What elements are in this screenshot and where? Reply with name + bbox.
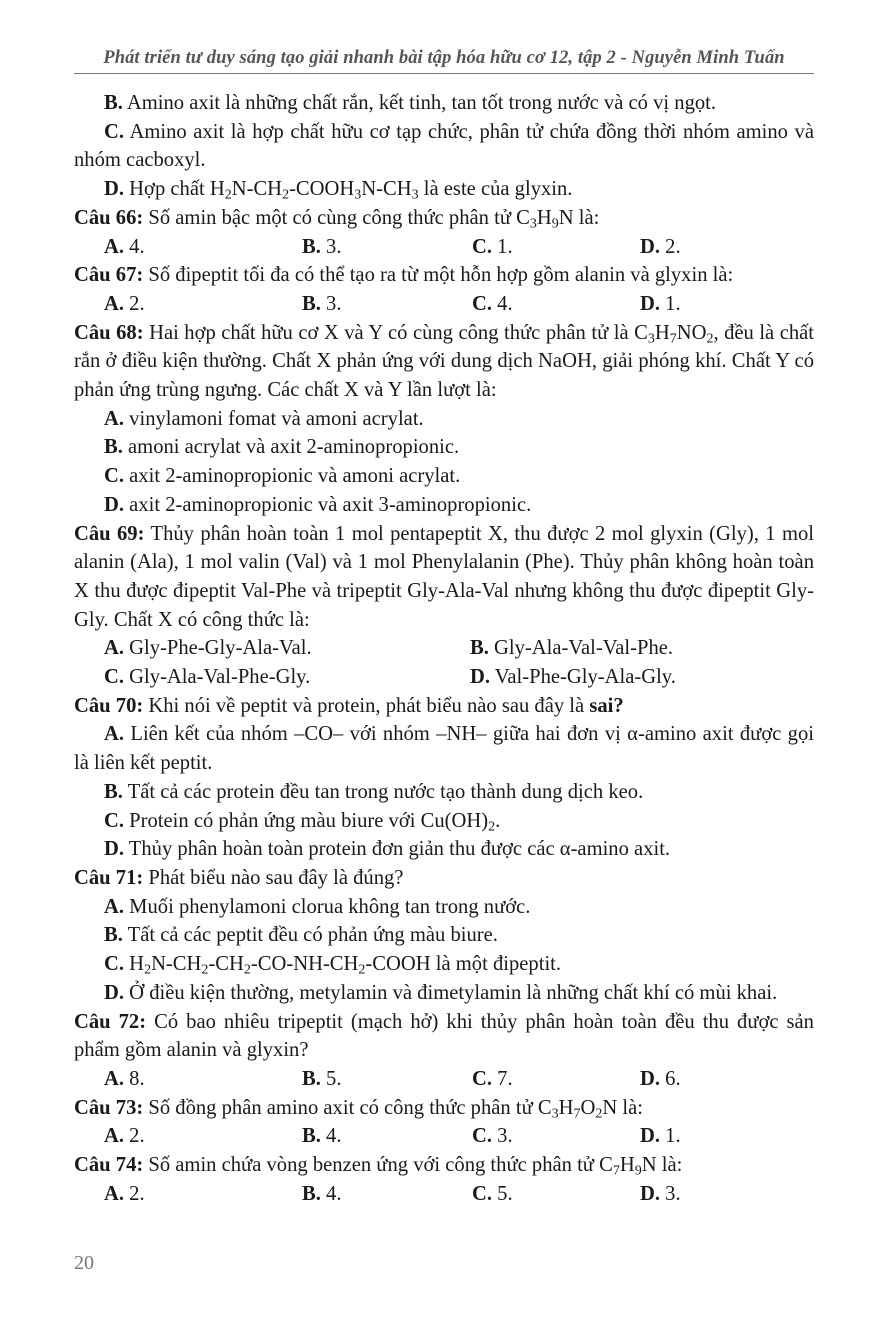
option-label: A. — [104, 637, 125, 660]
option-label: D. — [470, 666, 491, 689]
option-label: B. — [104, 924, 123, 947]
option-text: -CH — [208, 953, 244, 976]
option-c — [472, 1122, 640, 1151]
option-c — [74, 663, 470, 692]
question-text: Số amin bậc một có cùng công thức phân tử C — [143, 206, 530, 229]
option-label: A. — [104, 407, 125, 430]
options-67 — [74, 290, 814, 319]
option-label: B. — [302, 1125, 321, 1148]
subscript: 2 — [488, 819, 496, 835]
option-b — [470, 634, 673, 663]
option-text: 2. — [124, 1182, 145, 1205]
subscript: 3 — [354, 187, 362, 203]
option-text: Liên kết của nhóm –CO– với nhóm –NH– giữa hai đơn vị α-amino axit được gọi là liên kết peptit. — [74, 723, 814, 775]
option-b — [302, 1122, 472, 1151]
subscript: 3 — [529, 216, 537, 232]
question-text: , đều là chất rắn ở điều kiện thường. Chất X phản ứng với dung dịch NaOH, giải phóng khí. Chất Y có phản ứng trùng ngưng. Các chất X và Y lần lượt là: — [74, 321, 814, 402]
question-text: O — [580, 1096, 596, 1119]
question-text: Phát biểu nào sau đây là đúng? — [143, 866, 404, 889]
option-text: Val-Phe-Gly-Ala-Gly. — [490, 666, 676, 689]
options-72 — [74, 1065, 814, 1094]
subscript: 2 — [224, 187, 232, 203]
question-emphasis: sai? — [589, 694, 624, 717]
question-70 — [74, 692, 814, 721]
question-text: Số đipeptit tối đa có thể tạo ra từ một hỗn hợp gồm alanin và glyxin là: — [143, 264, 734, 287]
question-73 — [74, 1094, 814, 1123]
option-text: Gly-Ala-Val-Val-Phe. — [488, 637, 674, 660]
option-c — [472, 1180, 640, 1209]
question-text: H — [558, 1096, 574, 1119]
option-text: 3. — [320, 235, 342, 258]
option-a — [74, 233, 302, 262]
subscript: 2 — [595, 1106, 603, 1122]
option-label: C. — [472, 1125, 493, 1148]
option-label: B. — [104, 780, 123, 803]
option-text: Tất cả các peptit đều có phản ứng màu biure. — [122, 924, 498, 947]
question-text: N là: — [558, 206, 600, 229]
option-d — [74, 491, 814, 520]
option-text: Amino axit là hợp chất hữu cơ tạp chức, phân tử chứa đồng thời nhóm amino và nhóm cacboxyl. — [74, 120, 814, 172]
subscript: 7 — [573, 1106, 581, 1122]
option-d — [640, 233, 838, 262]
option-label: D. — [640, 292, 661, 315]
option-text: 1. — [660, 292, 681, 315]
question-text: N là: — [602, 1096, 643, 1119]
option-text: 3. — [320, 292, 342, 315]
question-text: Số amin chứa vòng benzen ứng với công thức phân tử C — [143, 1154, 613, 1177]
subscript: 2 — [201, 962, 209, 978]
option-d — [640, 1065, 838, 1094]
option-label: A. — [104, 1125, 125, 1148]
option-text: 3. — [492, 1125, 513, 1148]
option-text: 3. — [660, 1182, 681, 1205]
subscript: 7 — [669, 331, 677, 347]
option-b — [302, 290, 472, 319]
option-label: C. — [104, 953, 125, 976]
question-68 — [74, 319, 814, 405]
option-a — [74, 634, 470, 663]
option-d — [640, 290, 838, 319]
option-text: 6. — [660, 1067, 681, 1090]
question-label: Câu 71: — [74, 866, 144, 889]
option-text: axit 2-aminopropionic và amoni acrylat. — [124, 465, 461, 488]
options-73 — [74, 1122, 814, 1151]
question-72 — [74, 1008, 814, 1065]
question-66 — [74, 204, 814, 233]
option-d — [640, 1122, 838, 1151]
option-text: Protein có phản ứng màu biure với Cu(OH) — [124, 809, 489, 832]
option-b — [302, 1065, 472, 1094]
option-text: Thủy phân hoàn toàn protein đơn giản thu được các α-amino axit. — [124, 838, 671, 861]
option-label: A. — [104, 1182, 125, 1205]
question-label: Câu 72: — [74, 1010, 147, 1033]
option-c — [472, 1065, 640, 1094]
question-label: Câu 69: — [74, 522, 145, 545]
option-text: Hợp chất H — [124, 178, 225, 201]
option-label: A. — [104, 723, 125, 746]
question-text: H — [654, 321, 670, 344]
option-a — [74, 1180, 302, 1209]
question-67 — [74, 261, 814, 290]
option-text: là este của glyxin. — [418, 178, 573, 201]
header-divider — [74, 73, 814, 74]
option-label: B. — [104, 436, 123, 459]
question-label: Câu 74: — [74, 1154, 144, 1177]
question-label: Câu 70: — [74, 694, 144, 717]
option-text: Ở điều kiện thường, metylamin và đimetylamin là những chất khí có mùi khai. — [124, 981, 778, 1004]
option-text: 1. — [660, 1125, 681, 1148]
option-text: 5. — [492, 1182, 513, 1205]
option-b — [74, 433, 814, 462]
question-text: Số đồng phân amino axit có công thức phân tử C — [143, 1096, 552, 1119]
option-text: . — [495, 809, 501, 832]
options-66 — [74, 233, 814, 262]
option-label: C. — [472, 235, 493, 258]
option-text: 2. — [124, 292, 145, 315]
question-69 — [74, 520, 814, 635]
option-label: B. — [104, 92, 123, 114]
option-label: B. — [302, 292, 321, 315]
option-text: Tất cả các protein đều tan trong nước tạo thành dung dịch keo. — [122, 780, 644, 803]
option-label: A. — [104, 895, 125, 918]
option-label: C. — [472, 292, 493, 315]
option-label: D. — [104, 981, 125, 1004]
subscript: 2 — [358, 962, 366, 978]
page-number: 20 — [74, 1252, 94, 1274]
options-74 — [74, 1180, 814, 1209]
subscript: 2 — [706, 331, 714, 347]
question-71 — [74, 864, 814, 893]
question-label: Câu 66: — [74, 206, 144, 229]
option-text: 5. — [320, 1067, 342, 1090]
question-label: Câu 67: — [74, 264, 144, 287]
option-text: -COOH là một đipeptit. — [365, 953, 562, 976]
option-b — [74, 921, 814, 950]
option-label: A. — [104, 235, 125, 258]
option-text: 4. — [492, 292, 513, 315]
option-b — [302, 233, 472, 262]
option-a — [74, 405, 814, 434]
option-label: D. — [104, 838, 125, 861]
question-label: Câu 68: — [74, 321, 144, 344]
option-text: N-CH — [151, 953, 202, 976]
option-c — [74, 950, 814, 979]
option-text: Gly-Phe-Gly-Ala-Val. — [124, 637, 312, 660]
option-text: 4. — [320, 1182, 342, 1205]
option-d — [74, 835, 814, 864]
option-a — [74, 893, 814, 922]
question-label: Câu 73: — [74, 1096, 144, 1119]
option-d — [74, 979, 814, 1008]
option-label: C. — [472, 1067, 493, 1090]
option-label: C. — [472, 1182, 493, 1205]
subscript: 3 — [647, 331, 655, 347]
option-a — [74, 1065, 302, 1094]
option-b — [302, 1180, 472, 1209]
subscript: 3 — [551, 1106, 559, 1122]
option-c — [74, 807, 814, 836]
subscript: 7 — [612, 1163, 620, 1179]
option-text: vinylamoni fomat và amoni acrylat. — [124, 407, 424, 430]
option-label: D. — [640, 1125, 661, 1148]
option-label: B. — [302, 235, 321, 258]
subscript: 2 — [282, 187, 290, 203]
option-text: Amino axit là những chất rắn, kết tinh, tan tốt trong nước và có vị ngọt. — [122, 92, 717, 114]
option-label: C. — [104, 666, 125, 689]
question-text: Thủy phân hoàn toàn 1 mol pentapeptit X, thu được 2 mol glyxin (Gly), 1 mol alanin (Ala), 1 mol valin (Val) và 1 mol Phenylalanin (Phe). Thủy phân không hoàn toàn X thu được đipeptit Val-Phe và tripeptit Gly-Ala-Val nhưng không thu được đipeptit Gly-Gly. Chất X có công thức là: — [74, 522, 814, 631]
option-text: 4. — [124, 235, 145, 258]
option-text: 7. — [492, 1067, 513, 1090]
subscript: 2 — [243, 962, 251, 978]
option-label: A. — [104, 1067, 125, 1090]
subscript: 3 — [411, 187, 419, 203]
option-d — [640, 1180, 838, 1209]
page-content — [74, 89, 814, 1208]
option-text: N-CH — [361, 178, 412, 201]
option-text: axit 2-aminopropionic và axit 3-aminopropionic. — [124, 493, 532, 516]
option-label: D. — [104, 178, 125, 201]
option-c — [472, 233, 640, 262]
option-text: Gly-Ala-Val-Phe-Gly. — [124, 666, 311, 689]
option-text: 4. — [320, 1125, 342, 1148]
option-text: -CO-NH-CH — [250, 953, 359, 976]
option-label: B. — [302, 1182, 321, 1205]
option-text: 2. — [124, 1125, 145, 1148]
question-text: Có bao nhiêu tripeptit (mạch hở) khi thủy phân hoàn toàn đều thu được sản phẩm gồm alanin và glyxin? — [74, 1010, 814, 1062]
option-label: B. — [470, 637, 489, 660]
option-c-prev — [74, 118, 814, 175]
option-a — [74, 720, 814, 777]
option-text: -COOH — [289, 178, 355, 201]
option-text: N-CH — [231, 178, 283, 201]
subscript: 2 — [144, 962, 152, 978]
options-69-row2 — [74, 663, 814, 692]
option-label: A. — [104, 292, 125, 315]
option-label: B. — [302, 1067, 321, 1090]
option-a — [74, 1122, 302, 1151]
option-text: 8. — [124, 1067, 145, 1090]
subscript: 9 — [551, 216, 559, 232]
running-header: Phát triển tư duy sáng tạo giải nhanh bài tập hóa hữu cơ 12, tập 2 - Nguyễn Minh Tuấn — [103, 48, 785, 68]
question-text: Hai hợp chất hữu cơ X và Y có cùng công thức phân tử là C — [143, 321, 648, 344]
option-text: 1. — [492, 235, 513, 258]
option-text: Muối phenylamoni clorua không tan trong nước. — [124, 895, 531, 918]
question-text: H — [536, 206, 552, 229]
option-a — [74, 290, 302, 319]
option-c — [74, 462, 814, 491]
option-label: D. — [640, 235, 661, 258]
option-b-prev — [74, 89, 814, 118]
option-label: C. — [104, 465, 125, 488]
question-text: Khi nói về peptit và protein, phát biểu nào sau đây là — [143, 694, 590, 717]
option-text: H — [124, 953, 145, 976]
option-d — [470, 663, 676, 692]
option-label: C. — [104, 809, 125, 832]
option-text: 2. — [660, 235, 681, 258]
question-74 — [74, 1151, 814, 1180]
question-text: N là: — [641, 1154, 683, 1177]
option-text: amoni acrylat và axit 2-aminopropionic. — [122, 436, 460, 459]
subscript: 9 — [634, 1163, 642, 1179]
option-b — [74, 778, 814, 807]
option-d-prev — [74, 175, 814, 204]
options-69-row1 — [74, 634, 814, 663]
option-label: D. — [640, 1067, 661, 1090]
option-label: D. — [104, 493, 125, 516]
question-text: NO — [676, 321, 707, 344]
option-label: D. — [640, 1182, 661, 1205]
option-label: C. — [104, 120, 125, 143]
option-c — [472, 290, 640, 319]
question-text: H — [619, 1154, 635, 1177]
